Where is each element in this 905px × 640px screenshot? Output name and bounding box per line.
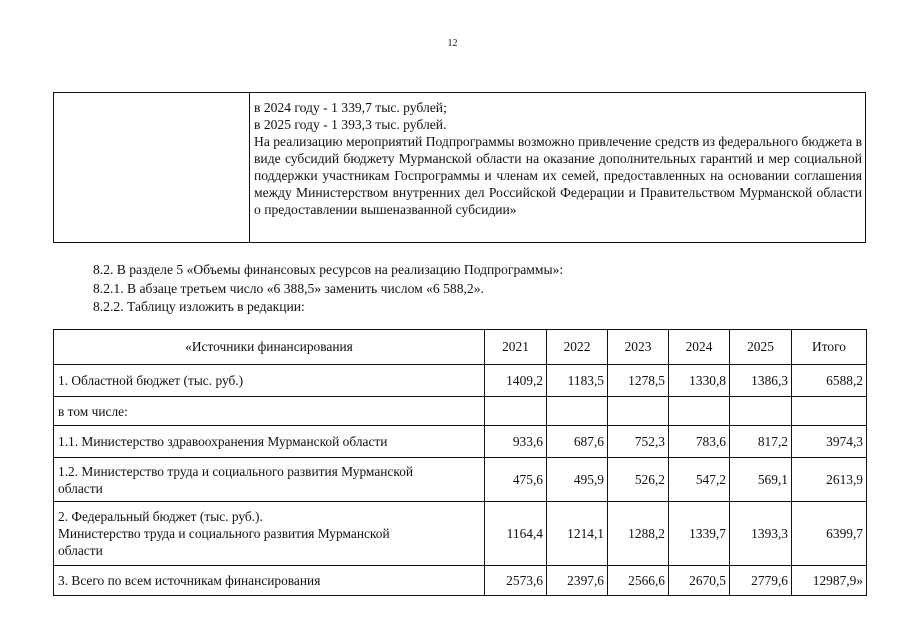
row-label: в том числе: <box>54 397 485 426</box>
table-row <box>54 365 867 397</box>
amendment-instructions <box>93 261 563 317</box>
page-number: 12 <box>447 38 458 49</box>
cell-2023 <box>608 397 669 426</box>
cell-total: 12987,9» <box>792 566 867 596</box>
cell-total: 6588,2 <box>792 365 867 397</box>
row-label: 3. Всего по всем источникам финансирования <box>54 566 485 596</box>
table-row <box>54 566 867 596</box>
table-row <box>54 397 867 426</box>
instruction-8-2-1: 8.2.1. В абзаце третьем число «6 388,5» заменить числом «6 588,2». <box>93 280 484 296</box>
funding-line-2025: в 2025 году - 1 393,3 тыс. рублей. <box>254 117 447 132</box>
cell-2024: 1339,7 <box>669 502 730 566</box>
cell-total: 2613,9 <box>792 458 867 502</box>
cell-2022: 1183,5 <box>547 365 608 397</box>
table-row <box>54 502 867 566</box>
cell-2024: 2670,5 <box>669 566 730 596</box>
cell-2023: 526,2 <box>608 458 669 502</box>
financing-table <box>53 329 867 596</box>
continuation-table-left-cell <box>54 93 250 242</box>
cell-2025: 1393,3 <box>730 502 792 566</box>
header-sources: «Источники финансирования <box>54 330 485 365</box>
cell-2024: 1330,8 <box>669 365 730 397</box>
cell-total: 3974,3 <box>792 426 867 458</box>
continuation-table-right-cell <box>250 93 865 242</box>
cell-2025 <box>730 397 792 426</box>
cell-total <box>792 397 867 426</box>
cell-2025: 2779,6 <box>730 566 792 596</box>
cell-2023: 752,3 <box>608 426 669 458</box>
instruction-8-2-2: 8.2.2. Таблицу изложить в редакции: <box>93 299 305 314</box>
cell-2021 <box>485 397 547 426</box>
header-2022: 2022 <box>547 330 608 365</box>
header-2025: 2025 <box>730 330 792 365</box>
cell-2022: 2397,6 <box>547 566 608 596</box>
cell-2021: 933,6 <box>485 426 547 458</box>
row-label: 1.1. Министерство здравоохранения Мурманской области <box>54 426 485 458</box>
cell-2022: 495,9 <box>547 458 608 502</box>
table-row <box>54 458 867 502</box>
cell-2022: 687,6 <box>547 426 608 458</box>
cell-2025: 569,1 <box>730 458 792 502</box>
federal-funding-paragraph: На реализацию мероприятий Подпрограммы возможно привлечение средств из федерального бюджета в виде субсидий бюджету Мурманской области на оказание дополнительных гарантий и мер социальной поддержки участникам Госпрограммы и членам их семей, предоставленных на основании соглашения между Министерством внутренних дел Российской Федерации и Правительством Мурманской области о предоставлении вышеназванной субсидии» <box>254 134 862 217</box>
header-total: Итого <box>792 330 867 365</box>
funding-line-2024: в 2024 году - 1 339,7 тыс. рублей; <box>254 100 447 115</box>
row-label: 2. Федеральный бюджет (тыс. руб.). Министерство труда и социального развития Мурманской области <box>54 502 485 566</box>
header-2023: 2023 <box>608 330 669 365</box>
instruction-8-2: 8.2. В разделе 5 «Объемы финансовых ресурсов на реализацию Подпрограммы»: <box>93 262 564 277</box>
cell-2024 <box>669 397 730 426</box>
cell-2025: 817,2 <box>730 426 792 458</box>
table-row <box>54 426 867 458</box>
cell-total: 6399,7 <box>792 502 867 566</box>
cell-2021: 1409,2 <box>485 365 547 397</box>
table-header-row <box>54 330 867 365</box>
cell-2024: 547,2 <box>669 458 730 502</box>
header-2024: 2024 <box>669 330 730 365</box>
cell-2021: 475,6 <box>485 458 547 502</box>
cell-2021: 1164,4 <box>485 502 547 566</box>
cell-2025: 1386,3 <box>730 365 792 397</box>
continuation-table <box>53 92 866 243</box>
cell-2023: 1288,2 <box>608 502 669 566</box>
cell-2022 <box>547 397 608 426</box>
row-label: 1.2. Министерство труда и социального развития Мурманской области <box>54 458 485 502</box>
cell-2022: 1214,1 <box>547 502 608 566</box>
cell-2024: 783,6 <box>669 426 730 458</box>
cell-2023: 2566,6 <box>608 566 669 596</box>
row-label: 1. Областной бюджет (тыс. руб.) <box>54 365 485 397</box>
cell-2023: 1278,5 <box>608 365 669 397</box>
header-2021: 2021 <box>485 330 547 365</box>
cell-2021: 2573,6 <box>485 566 547 596</box>
